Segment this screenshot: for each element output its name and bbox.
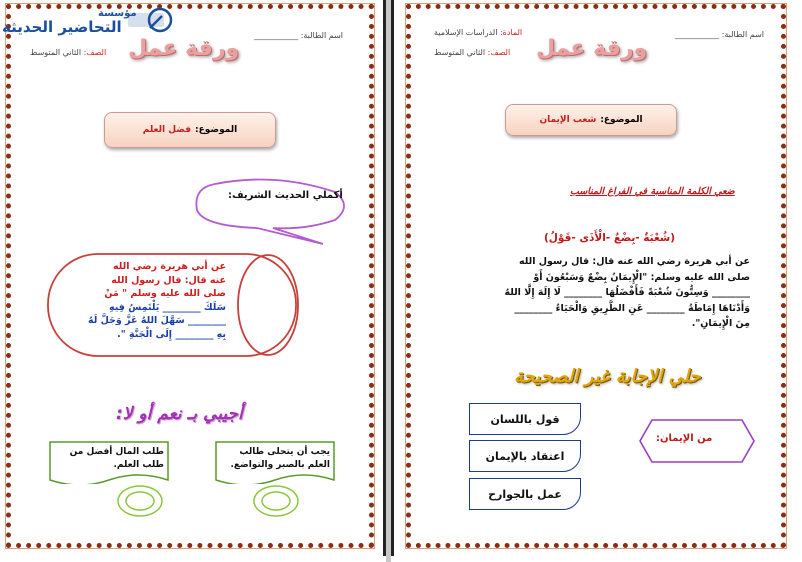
student-name-field bbox=[675, 30, 764, 39]
logo-corp-label: مؤسسة bbox=[98, 8, 137, 19]
topic-box bbox=[505, 104, 677, 136]
worksheet-title: ورقة عمل bbox=[536, 36, 648, 61]
statement-text: طلب المال أفضل من طلب العلم. bbox=[69, 447, 164, 470]
hadith-line: سَلَكَ ________ يَلْتَمِسُ فِيهِ bbox=[109, 301, 226, 313]
choice-label: قول باللسان bbox=[490, 412, 560, 426]
left-worksheet-page bbox=[0, 0, 386, 556]
choice-box[interactable] bbox=[469, 440, 581, 472]
grade-field bbox=[434, 48, 510, 57]
topic-value: شعب الإيمان bbox=[539, 115, 597, 125]
hadith-line: عن أبي هريرة رضي الله bbox=[112, 261, 226, 272]
complete-title: حلي الإجابة غير الصحيحة bbox=[514, 366, 701, 387]
hadith-line: عنه قال: قال رسول الله bbox=[111, 274, 226, 286]
grade-value: الثاني المتوسط bbox=[30, 48, 82, 57]
grade-value: الثاني المتوسط bbox=[434, 48, 486, 57]
material-label: المادة: bbox=[499, 28, 523, 37]
logo-name: التحاضير الحديثة bbox=[2, 18, 122, 36]
choice-box[interactable] bbox=[469, 478, 581, 510]
center-label: من الإيمان: bbox=[656, 433, 713, 444]
grade-label: الصف: bbox=[487, 48, 511, 57]
publisher-logo bbox=[0, 4, 176, 38]
word-bank: (شُعْبَةٌ -بِضْعٌ -الْأَذَى -قَوْلُ) bbox=[544, 232, 676, 244]
hadith-line: صلى الله عليه وسلم " مَنْ bbox=[104, 288, 226, 299]
topic-label: الموضوع: bbox=[600, 115, 643, 125]
hadith-line: ________ وَسِتُّونَ شُعْبَةً فَأَفْضَلُهَا ________ لَا إِلَهَ إِلَّا اللهُ bbox=[504, 287, 750, 298]
grade-field bbox=[30, 48, 106, 57]
choice-label: اعتقاد بالإيمان bbox=[485, 449, 565, 463]
hadith-prompt: أكملي الحديث الشريف: bbox=[228, 190, 343, 201]
grade-label: الصف: bbox=[83, 48, 107, 57]
hadith-line: صلى الله عليه وسلم: "الْإِيمَانُ بِضْعٌ وَسَبْعُونَ أَوْ bbox=[533, 271, 750, 283]
hadith-line: ________ سَهَّلَ اللهُ عَزَّ وَجَلَّ لَهُ bbox=[87, 315, 226, 326]
statement-text: يجب أن يتحلى طالب العلم بالصبر والتواضع. bbox=[230, 447, 330, 470]
material-field bbox=[434, 28, 522, 37]
fill-in-hadith-block bbox=[414, 254, 750, 332]
student-name-label: اسم الطالبة: ___________ bbox=[254, 31, 343, 40]
hadith-line: بِهِ ________ إِلَى الْجَنَّةِ ". bbox=[117, 328, 226, 340]
answer-oval[interactable] bbox=[116, 484, 164, 518]
hadith-line: وَأَدْنَاهَا إِمَاطَةُ ________ عَنِ الطَّرِيقِ وَالْحَيَاءُ ________ bbox=[514, 302, 750, 314]
yes-no-title: أجيبي بـ نعم أو لا: bbox=[116, 404, 243, 424]
student-name-field bbox=[254, 31, 343, 40]
worksheet-title: ورقة عمل bbox=[128, 36, 240, 61]
hadith-line: مِنَ الْإِيمَانِ". bbox=[691, 318, 750, 329]
right-worksheet-page bbox=[391, 0, 802, 556]
callout-shape bbox=[195, 176, 350, 248]
instruction-text: ضعي الكلمة المناسبة في الفراغ المناسب bbox=[570, 186, 735, 197]
subject-box bbox=[104, 112, 276, 148]
subject-label: الموضوع: bbox=[195, 125, 238, 135]
student-name-label: اسم الطالبة: ___________ bbox=[675, 30, 764, 39]
subject-value: فضل العلم bbox=[142, 125, 191, 135]
choice-box[interactable] bbox=[469, 403, 581, 435]
hadith-line: عن أبي هريرة رضي الله عنه قال: قال رسول الله bbox=[518, 256, 750, 267]
hadith-text-block bbox=[60, 260, 226, 341]
answer-oval[interactable] bbox=[252, 484, 300, 518]
choice-label: عمل بالجوارح bbox=[488, 487, 562, 501]
material-value: الدراسات الإسلامية bbox=[434, 28, 498, 37]
